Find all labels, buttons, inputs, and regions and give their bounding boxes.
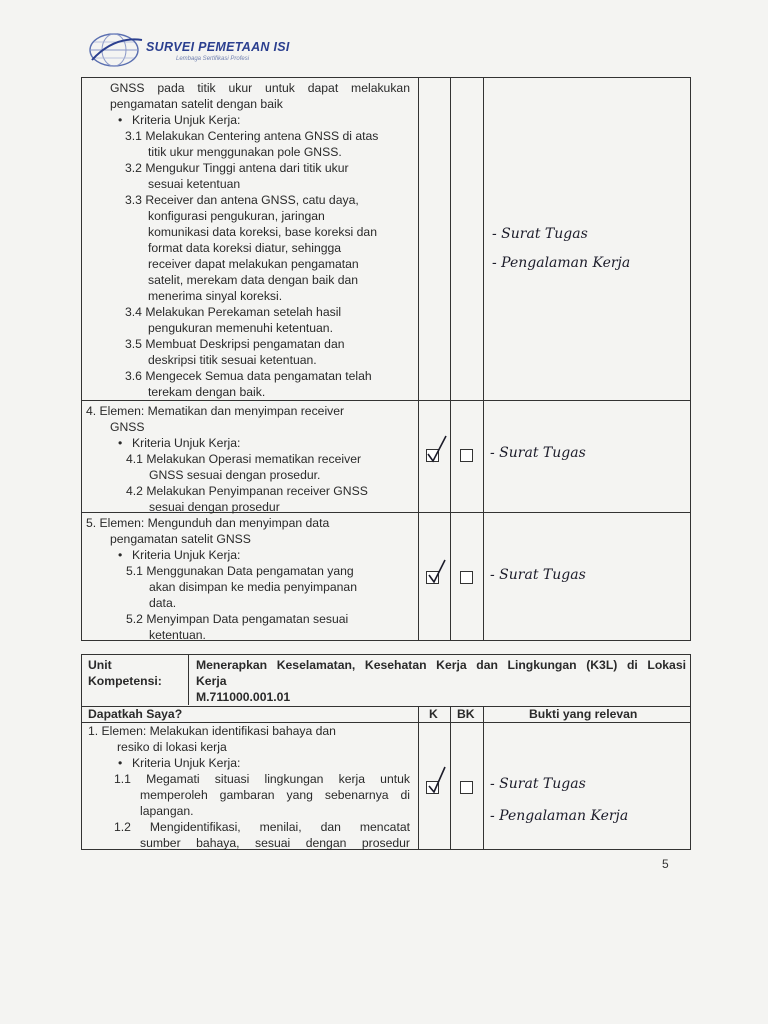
evidence-handwriting: - Pengalaman Kerja <box>490 808 629 824</box>
bk-checkbox[interactable] <box>460 781 473 794</box>
checkmark-icon <box>424 434 450 464</box>
row-divider <box>82 400 690 401</box>
logo-title: SURVEI PEMETAAN ISI <box>146 40 290 54</box>
evidence-handwriting: - Surat Tugas <box>492 226 588 242</box>
evidence-handwriting: - Surat Tugas <box>490 567 586 583</box>
checkmark-icon <box>425 765 449 795</box>
col-divider <box>450 706 451 849</box>
assessment-table-1 <box>81 77 691 641</box>
bk-checkbox[interactable] <box>460 571 473 584</box>
unit-title: Menerapkan Keselamatan, Kesehatan Kerja dan Lingkungan (K3L) di Lokasi Kerja M.711000.001.01 <box>196 658 686 704</box>
assessment-table-2 <box>81 654 691 850</box>
col-divider <box>450 78 451 640</box>
element-1-text: 1. Elemen: Melakukan identifikasi bahaya dan resiko di lokasi kerja Kriteria Unjuk Kerja: 1.1 Megamati situasi lingkungan kerja untuk memperoleh gambaran yang sebenarnya di lapangan. 1.2 Mengidentifikasi, menilai, dan mencatat sumber bahaya, sesuai dengan prosedur <box>88 724 410 850</box>
header-bk: BK <box>457 707 475 721</box>
unit-label: Unit Kompetensi: <box>88 658 162 688</box>
element-3-text: GNSS pada titik ukur untuk dapat melakukan pengamatan satelit dengan baik Kriteria Unjuk Kerja: 3.1 Melakukan Centering antena GNSS di atas titik ukur menggunakan pole GNSS. 3.2 Mengukur Tinggi antena dari titik ukur sesuai ketentuan 3.3 Receiver dan antena GNSS, catu daya, konfigurasi pengukuran, jaringan komunikasi data koreksi, base koreksi dan format data koreksi diatur, sehingga receiver dapat melakukan pengamatan satelit, merekam data dengan baik dan menerima sinyal koreksi. 3.4 Melakukan Perekaman setelah hasil pengukuran memenuhi ketentuan. 3.5 Membuat Deskripsi pengamatan dan deskripsi titik sesuai ketentuan. 3.6 Mengecek Semua data pengamatan telah terekam dengan baik. <box>110 81 410 399</box>
col-divider <box>418 706 419 849</box>
header-evidence: Bukti yang relevan <box>529 707 638 721</box>
page-number: 5 <box>662 857 669 871</box>
col-divider <box>483 78 484 640</box>
col-divider <box>483 706 484 849</box>
header-logo <box>86 30 326 70</box>
col-divider <box>188 655 189 705</box>
logo-subtitle: Lembaga Sertifikasi Profesi <box>176 56 250 62</box>
header-question: Dapatkah Saya? <box>88 707 183 721</box>
globe-logo-icon <box>86 30 146 70</box>
bk-checkbox[interactable] <box>460 449 473 462</box>
element-4-text: 4. Elemen: Mematikan dan menyimpan receiver GNSS Kriteria Unjuk Kerja: 4.1 Melakukan Operasi mematikan receiver GNSS sesuai dengan prosedur. 4.2 Melakukan Penyimpanan receiver GNSS sesuai dengan prosedur <box>86 404 368 514</box>
element-5-text: 5. Elemen: Mengunduh dan menyimpan data pengamatan satelit GNSS Kriteria Unjuk Kerja: 5.1 Menggunakan Data pengamatan yang akan disimpan ke media penyimpanan data. 5.2 Menyimpan Data pengamatan sesuai ketentuan. <box>86 516 357 642</box>
checkmark-icon <box>425 558 449 586</box>
evidence-handwriting: - Surat Tugas <box>490 776 586 792</box>
col-divider <box>418 78 419 640</box>
header-k: K <box>429 707 438 721</box>
evidence-handwriting: - Pengalaman Kerja <box>492 255 631 271</box>
evidence-handwriting: - Surat Tugas <box>490 445 586 461</box>
